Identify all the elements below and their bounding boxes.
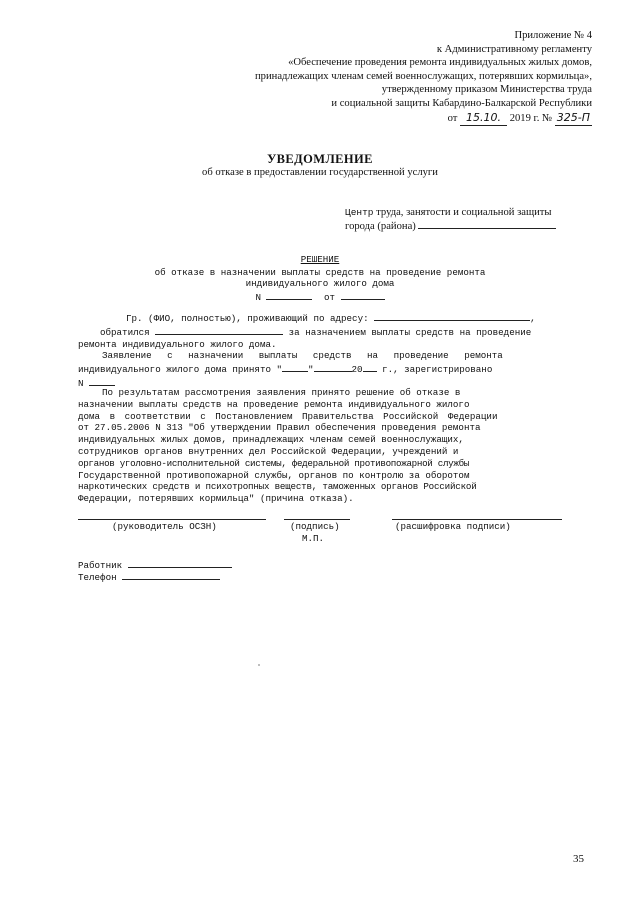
p3-line: дома в соответствии с Постановлением Правительства Российской Федерации [78,410,498,422]
worker-label: Работник [78,560,123,571]
p2-text-b3: 20 [351,363,363,375]
decode-caption: (расшифровка подписи) [395,521,511,532]
decision-no-label: N [255,292,261,303]
annex-header [255,29,592,126]
decision-heading-text: РЕШЕНИЕ [300,254,340,265]
seal-place: М.П. [302,533,325,544]
address-blank [374,311,530,321]
document-subtitle: об отказе в предоставлении государственной услуги [202,167,438,178]
worker-blank [128,558,232,568]
decision-line-1: об отказе в назначении выплаты средств на проведение ремонта [154,267,486,278]
p3-line: органов уголовно-исполнительной системы, федеральной противопожарной службы [78,457,470,469]
p2-line-1: Заявление с назначении выплаты средств на проведение ремонта [102,350,503,361]
signature-caption: (подпись) [290,521,340,532]
p1-text-b-suffix: за назначением выплаты средств на проведение [288,326,532,338]
reg-number-blank [89,376,115,386]
decision-date-blank [341,290,385,300]
p3-line: Государственной противопожарной службы, органов по контролю за оборотом [78,469,470,481]
p3-line: назначении выплаты средств на проведение ремонта индивидуального жилого [78,398,470,410]
annex-date-handwritten: 15.10. [466,110,502,124]
phone-blank [122,570,220,580]
p2-text-b1: индивидуального жилого дома принято " [78,363,282,375]
p3-line: индивидуальных жилых домов, принадлежащих членам семей военнослужащих, [78,434,464,446]
p1-text-b-prefix: обратился [100,326,150,338]
p3-line: Федерации, потерявших кормильца" (причина отказа). [78,493,354,505]
decision-line-2: индивидуального жилого дома [245,278,395,289]
page-number: 35 [573,853,584,865]
date-blank [155,325,283,335]
p1-line-1: Гр. (ФИО, полностью), проживающий по адресу: , [126,313,536,324]
decision-from-label: от [324,292,336,303]
p1-text-a: Гр. (ФИО, полностью), проживающий по адресу: [126,313,369,324]
signature-line [284,519,350,520]
decision-number-line [0,290,640,303]
recipient-city [345,219,556,232]
paragraph-application [78,350,562,389]
p2-text-c: N [78,377,84,389]
recipient-center [345,206,552,220]
annex-year: 2019 г. № [509,112,553,124]
day-blank [282,362,308,372]
annex-line: и социальной защиты Кабардино-Балкарской Республики [331,97,592,109]
decode-sign-line [392,519,562,520]
annex-date-prefix: от [447,112,458,124]
p1-line-2 [78,325,562,339]
annex-number-handwritten: 325-П [556,110,590,124]
p3-line: По результатам рассмотрения заявления принято решение об отказе в [102,387,461,398]
p3-line: наркотических средств и психотропных веществ, таможенных органов Российской [78,481,477,493]
p2-text-b4: г., зарегистрировано [382,363,493,375]
annex-line: Приложение № 4 [514,30,592,41]
annex-line: «Обеспечение проведения ремонта индивидуальных жилых домов, [288,57,592,69]
annex-number-field [555,111,592,127]
head-sign-line [78,519,266,520]
p2-line-2 [78,362,562,376]
scan-speck [258,664,260,666]
decision-heading [0,254,640,265]
phone-line [78,570,220,583]
p3-line: от 27.05.2006 N 313 "Об утверждении Правил обеспечения проведения ремонта [78,422,481,434]
center-label: Центр [345,207,374,218]
decision-no-blank [266,290,312,300]
annex-line: принадлежащих членам семей военнослужащих, потерявших кормильца», [255,70,592,82]
p1-line-3: ремонта индивидуального жилого дома. [78,338,277,350]
center-text: труда, занятости и социальной защиты [376,207,552,218]
paragraph-applicant [78,311,562,350]
annex-date-field [460,111,507,127]
phone-label: Телефон [78,572,117,583]
document-title: УВЕДОМЛЕНИЕ [267,152,373,166]
city-text: города (района) [345,221,416,232]
paragraph-refusal [78,387,562,505]
p2-text-b2: " [308,363,314,375]
year-blank [363,362,377,372]
p3-line: сотрудников органов внутренних дел Российской Федерации, учреждений и [78,445,459,457]
head-caption: (руководитель ОСЗН) [112,521,217,532]
annex-date-line [255,111,592,127]
annex-line: утвержденному приказом Министерства труда [381,84,592,96]
annex-line: к Административному регламенту [436,43,592,55]
city-blank [418,219,556,229]
month-blank [314,362,352,372]
